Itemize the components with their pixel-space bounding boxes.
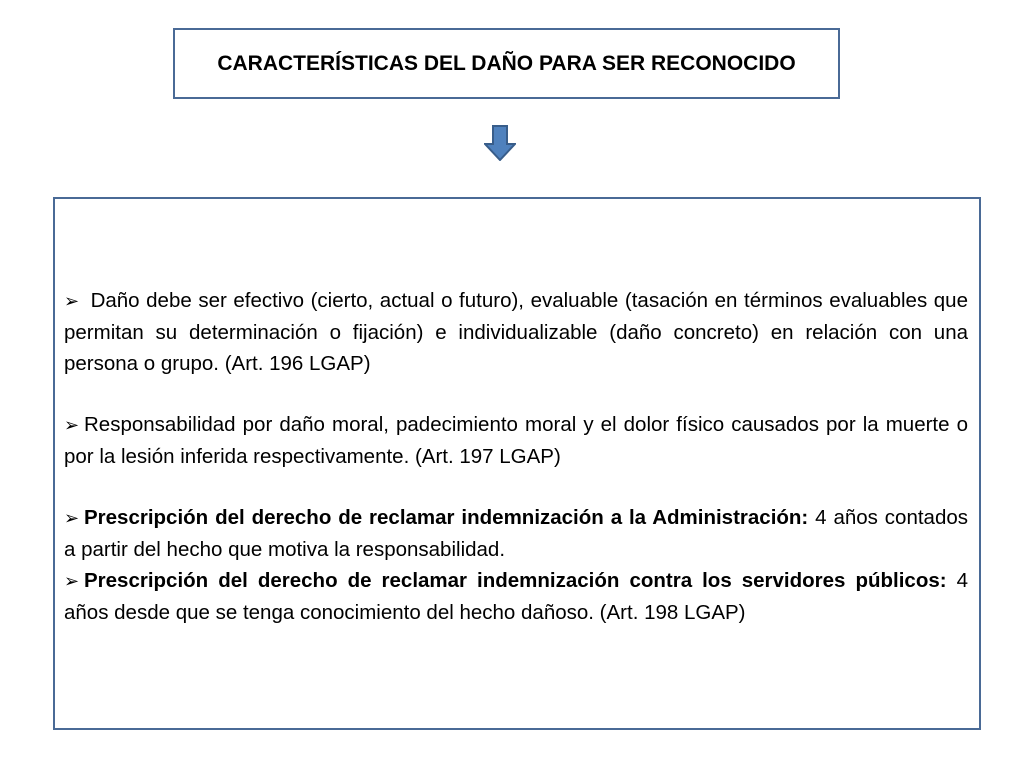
slide-title: CARACTERÍSTICAS DEL DAÑO PARA SER RECONOCIDO — [217, 51, 796, 75]
bullet-item-2 — [64, 409, 968, 472]
bullet-item-3-text: 4 años contados a partir del hecho que motiva la responsabilidad. — [64, 506, 968, 561]
bullet-item-4 — [64, 565, 968, 628]
bullet-item-4-text: 4 años desde que se tenga conocimiento del hecho dañoso. (Art. 198 LGAP) — [64, 569, 968, 624]
arrowhead-bullet-icon: ➢ — [64, 571, 80, 591]
bullet-item-3-heading: Prescripción del derecho de reclamar indemnización a la Administración: — [84, 506, 809, 529]
bullet-item-1-text: Daño debe ser efectivo (cierto, actual o futuro), evaluable (tasación en términos evaluables que permitan su determinación o fijación) e individualizable (daño concreto) en relación con una persona o grupo. (Art. 196 LGAP) — [64, 289, 968, 375]
bullet-item-4-heading: Prescripción del derecho de reclamar indemnización contra los servidores públicos: — [84, 569, 947, 592]
down-arrow-icon — [484, 125, 516, 161]
title-box — [173, 28, 840, 99]
bullet-item-1 — [64, 285, 968, 379]
content-box — [53, 197, 981, 730]
arrowhead-bullet-icon: ➢ — [64, 508, 80, 528]
arrowhead-bullet-icon: ➢ — [64, 291, 80, 311]
bullet-item-2-text: Responsabilidad por daño moral, padecimiento moral y el dolor físico causados por la muerte o por la lesión inferida respectivamente. (Art. 197 LGAP) — [64, 413, 968, 468]
bullet-list — [64, 285, 968, 628]
arrowhead-bullet-icon: ➢ — [64, 415, 80, 435]
bullet-item-3 — [64, 502, 968, 565]
